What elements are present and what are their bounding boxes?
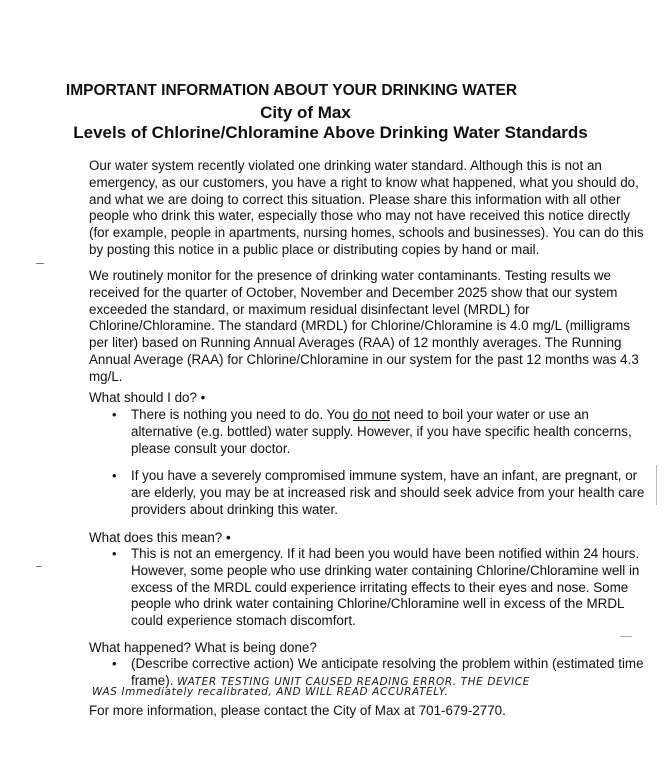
intro-paragraph: Our water system recently violated one drinking water standard. Although this is not an emergency, as our customers, you have a right to know what happened, what you should do, and what we are doing to correct this situation. Please share this information with all other people who drink this water, especially those who may not have received this notice directly (for example, people in apartments, nursing homes, schools and businesses). You can do this by posting this notice in a public place or distributing copies by hand or mail. [89,158,644,257]
what-happened-heading: What happened? What is being done? [89,640,317,655]
scan-speck [36,263,44,264]
emphasis-do-not: do not [352,407,391,422]
handwritten-note-line1: WATER TESTING UNIT CAUSED READING ERROR. THE DEVICE [177,675,530,688]
bullet-icon: • [112,468,117,483]
what-should-i-do-heading: What should I do? • [89,390,206,405]
handwritten-note-line2: WAS Immediately recalibrated, AND WILL READ ACCURATELY. [92,686,449,698]
bullet-icon: • [112,656,117,671]
contact-footer: For more information, please contact the City of Max at 701-679-2770. [89,703,506,718]
bullet-text-end: need to boil your water or use an alternative (e.g. bottled) water supply. However, if you have specific health concerns, please consult your doctor. [131,407,632,456]
notice-subject: Levels of Chlorine/Chloramine Above Drinking Water Standards [73,123,588,142]
bullet-icon: • [112,546,117,561]
what-does-this-mean-heading: What does this mean? • [89,530,231,545]
list-item [112,546,651,630]
scan-speck [656,465,657,505]
list-item [112,468,651,518]
list-item [112,407,651,457]
scan-speck [36,566,42,567]
city-name: City of Max [260,103,351,122]
bullet-icon: • [112,407,117,422]
bullet-text: This is not an emergency. If it had been you would have been notified within 24 hours. However, some people who use drinking water containing Chlorine/Chloramine well in excess of the MRDL could experience irritating effects to their eyes and nose. Some people who drink water containing Chlorine/Chloramine well in excess of the MRDL could experience stomach discomfort. [131,546,640,629]
corrective-action-text: (Describe corrective action) We anticipate resolving the problem within (estimated time frame). [131,656,644,688]
notice-heading: IMPORTANT INFORMATION ABOUT YOUR DRINKING WATER [65,82,518,99]
monitoring-paragraph: We routinely monitor for the presence of drinking water contaminants. Testing results we received for the quarter of October, November and December 2025 show that our system exceeded the standard, or maximum residual disinfectant level (MRDL) for Chlorine/Chloramine. The standard (MRDL) for Chlorine/Chloramine is 4.0 mg/L (milligrams per liter) based on Running Annual Averages (RAA) of 12 monthly averages. The Running Annual Average (RAA) for Chlorine/Chloramine in our system for the past 12 months was 4.3 mg/L. [89,268,639,384]
bullet-text-start: There is nothing you need to do. You [131,407,353,422]
scan-speck [620,636,632,637]
bullet-text: If you have a severely compromised immune system, have an infant, are pregnant, or are elderly, you may be at increased risk and should seek advice from your health care providers about drinking this water. [131,468,645,517]
